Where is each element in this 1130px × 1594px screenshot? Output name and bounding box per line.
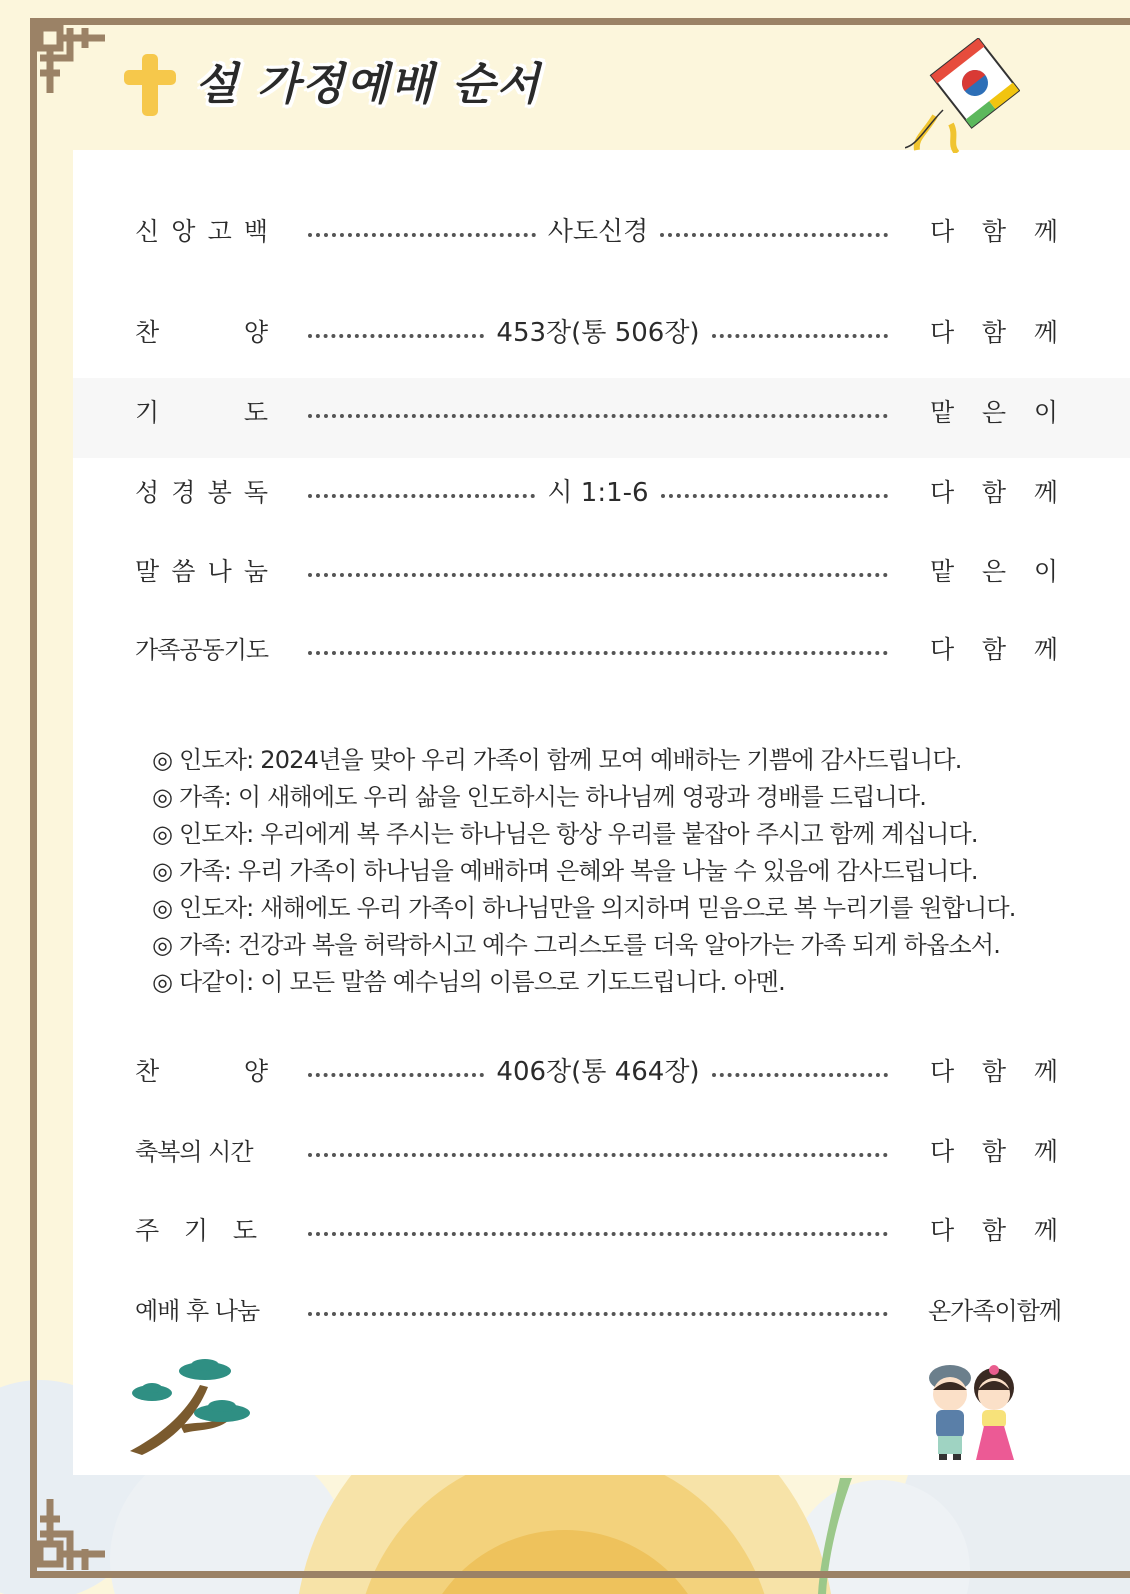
prayer-line: ◎ 인도자: 새해에도 우리 가족이 하나님만을 의지하며 믿음으로 복 누리기를 원합니다. [152, 894, 1016, 922]
prayer-line: ◎ 가족: 우리 가족이 하나님을 예배하며 은혜와 복을 나눌 수 있음에 감사드립니다. [152, 857, 978, 885]
page-title: 설 가정예배 순서 [195, 59, 542, 110]
row-label: 기 도 [135, 398, 268, 427]
corner-lattice-bottom-icon [30, 1494, 110, 1578]
order-row [0, 308, 1130, 358]
row-label: 축복의 시간 [135, 1138, 253, 1166]
row-who: 다 함 께 [930, 318, 1058, 347]
row-who: 다 함 께 [930, 1216, 1058, 1245]
kite-icon [905, 38, 1020, 153]
order-row [0, 547, 1130, 597]
pine-tree-icon [130, 1355, 255, 1455]
row-center-text: 사도신경 [547, 217, 649, 247]
row-leader [308, 1286, 888, 1336]
frame-top-border [30, 18, 1130, 25]
order-row [0, 1127, 1130, 1177]
corner-lattice-top-icon [30, 18, 110, 98]
prayer-line: ◎ 다같이: 이 모든 말씀 예수님의 이름으로 기도드립니다. 아멘. [152, 968, 785, 996]
row-who: 다 함 께 [930, 635, 1058, 664]
row-who: 맡 은 이 [930, 398, 1058, 427]
row-leader [308, 207, 888, 257]
order-row [0, 1286, 1130, 1336]
row-label: 찬 양 [135, 318, 268, 347]
hanbok-children-icon [928, 1360, 1023, 1465]
order-row [0, 1047, 1130, 1097]
row-leader [308, 547, 888, 597]
row-who: 다 함 께 [930, 478, 1058, 507]
row-who: 다 함 께 [930, 1057, 1058, 1086]
row-label: 예배 후 나눔 [135, 1297, 260, 1325]
row-label: 주 기 도 [135, 1216, 257, 1245]
row-leader [308, 1047, 888, 1097]
cross-icon [122, 52, 178, 118]
order-row [0, 388, 1130, 438]
row-label: 말 씀 나 눔 [135, 557, 268, 586]
row-label: 가족공동기도 [135, 636, 269, 664]
row-center-text: 406장(통 464장) [496, 1057, 700, 1087]
row-label: 신 앙 고 백 [135, 217, 268, 246]
row-leader [308, 625, 888, 675]
row-leader [308, 308, 888, 358]
order-row [0, 207, 1130, 257]
frame-bottom-border [30, 1571, 1130, 1578]
order-row [0, 625, 1130, 675]
row-center-text: 시 1:1-6 [547, 478, 649, 508]
prayer-line: ◎ 인도자: 우리에게 복 주시는 하나님은 항상 우리를 붙잡아 주시고 함께 계십니다. [152, 820, 978, 848]
row-who: 다 함 께 [930, 217, 1058, 246]
order-row [0, 1206, 1130, 1256]
prayer-line: ◎ 가족: 건강과 복을 허락하시고 예수 그리스도를 더욱 알아가는 가족 되게 하옵소서. [152, 931, 1001, 959]
row-leader [308, 1206, 888, 1256]
row-who: 다 함 께 [930, 1137, 1058, 1166]
prayer-line: ◎ 가족: 이 새해에도 우리 삶을 인도하시는 하나님께 영광과 경배를 드립니다. [152, 783, 927, 811]
row-who: 온가족이함께 [928, 1297, 1062, 1325]
row-label: 찬 양 [135, 1057, 268, 1086]
order-row [0, 468, 1130, 518]
row-leader [308, 388, 888, 438]
row-center-text: 453장(통 506장) [496, 318, 700, 348]
row-leader [308, 468, 888, 518]
prayer-line: ◎ 인도자: 2024년을 맞아 우리 가족이 함께 모여 예배하는 기쁨에 감사드립니다. [152, 746, 962, 774]
row-who: 맡 은 이 [930, 557, 1058, 586]
row-leader [308, 1127, 888, 1177]
family-prayer-text [152, 742, 1112, 1001]
row-label: 성 경 봉 독 [135, 478, 268, 507]
